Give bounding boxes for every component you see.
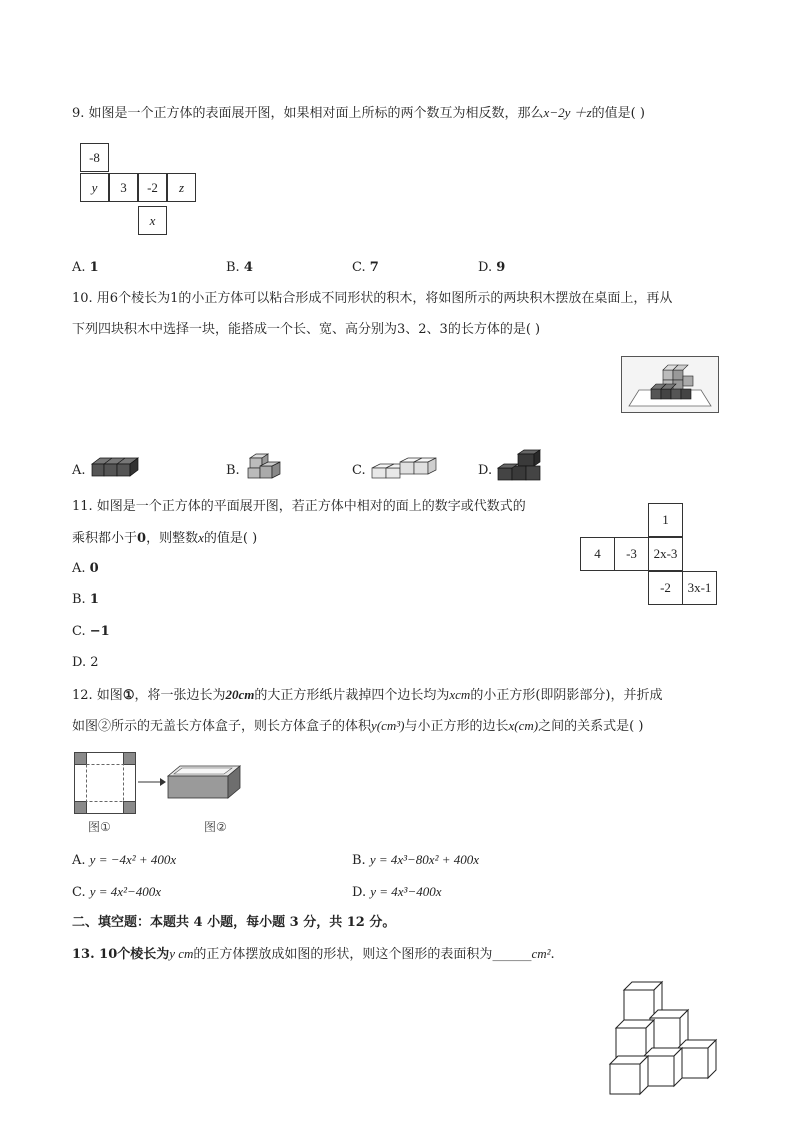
q11-line1: 11. 如图是一个正方体的平面展开图，若正方体中相对的面上的数字或代数式的 — [72, 499, 526, 514]
q11-net-2x-3: 2x-3 — [648, 537, 683, 571]
q13-stem: 13. 10个棱长为y cm的正方体摆放成如图的形状，则这个图形的表面积为______cm². — [72, 946, 555, 962]
q11-net-4: 4 — [580, 537, 615, 571]
q13-stacked-cubes-figure — [606, 982, 720, 1096]
q12-option-d[interactable]: D. y = 4x³−400x — [352, 884, 442, 900]
q10-option-c-block-icon — [370, 452, 440, 482]
q12-option-c[interactable]: C. y = 4x²−400x — [72, 884, 162, 900]
q9-option-b[interactable]: B. 4 — [226, 260, 253, 275]
q9-net-top: -8 — [80, 143, 109, 172]
q10-line2: 下列四块积木中选择一块，能搭成一个长、宽、高分别为3、2、3的长方体的是( ) — [72, 322, 541, 337]
q11-net-neg2: -2 — [648, 571, 683, 605]
q11-net-neg3: -3 — [614, 537, 649, 571]
q10-option-a-block-icon — [90, 454, 140, 478]
q11-net-3x-1: 3x-1 — [682, 571, 717, 605]
q9-expression: x−2y ＋z — [543, 105, 592, 120]
q9-option-d[interactable]: D. 9 — [478, 260, 506, 275]
q11-option-a[interactable]: A. 0 — [72, 561, 99, 576]
q9-option-a[interactable]: A. 1 — [72, 260, 99, 275]
q10-option-b[interactable]: B. — [226, 463, 240, 478]
q10-figure-blocks-on-table — [621, 356, 719, 413]
q10-option-d[interactable]: D. — [478, 463, 493, 478]
q9-stem: 9. 如图是一个正方体的表面展开图，如果相对面上所标的两个数互为相反数，那么x−2y ＋z的值是( ) — [72, 105, 645, 121]
q11-option-c[interactable]: C. −1 — [72, 624, 110, 639]
q10-option-b-block-icon — [244, 452, 284, 482]
q9-option-c[interactable]: C. 7 — [352, 260, 379, 275]
q12-figure1-cut-square — [74, 752, 136, 814]
q12-figure1-caption: 图① — [88, 820, 111, 834]
q9-net-y: y — [80, 173, 109, 202]
q12-line2: 如图②所示的无盖长方体盒子，则长方体盒子的体积y(cm³)与小正方形的边长x(cm)之间的关系式是( ) — [72, 718, 644, 734]
q9-net-x: x — [138, 206, 167, 235]
q10-option-a[interactable]: A. — [72, 463, 86, 478]
q10-option-d-block-icon — [496, 448, 546, 484]
q12-option-b[interactable]: B. y = 4x³−80x² + 400x — [352, 852, 480, 868]
section-2-heading: 二、填空题：本题共 4 小题，每小题 3 分，共 12 分。 — [72, 915, 396, 930]
q12-arrow-icon — [138, 776, 166, 788]
q12-line1: 12. 如图①，将一张边长为20cm的大正方形纸片裁掉四个边长均为xcm的小正方形(即阴影部分)，并折成 — [72, 687, 663, 703]
q11-net-top: 1 — [648, 503, 683, 537]
q9-net-z: z — [167, 173, 196, 202]
q10-option-c[interactable]: C. — [352, 463, 366, 478]
q12-figure2-open-box — [166, 764, 242, 800]
q12-option-a[interactable]: A. y = −4x² + 400x — [72, 852, 177, 868]
q11-line2: 乘积都小于0，则整数x的值是( ) — [72, 530, 258, 546]
q11-option-b[interactable]: B. 1 — [72, 592, 99, 607]
q9-net-neg2: -2 — [138, 173, 167, 202]
q9-net-3: 3 — [109, 173, 138, 202]
q12-figure2-caption: 图② — [204, 820, 227, 834]
q11-option-d[interactable]: D. 2 — [72, 655, 99, 670]
q13-answer-blank[interactable]: ______ — [492, 947, 532, 962]
q10-line1: 10. 用6个棱长为1的小正方体可以粘合形成不同形状的积木，将如图所示的两块积木摆放在桌面上，再从 — [72, 291, 673, 306]
